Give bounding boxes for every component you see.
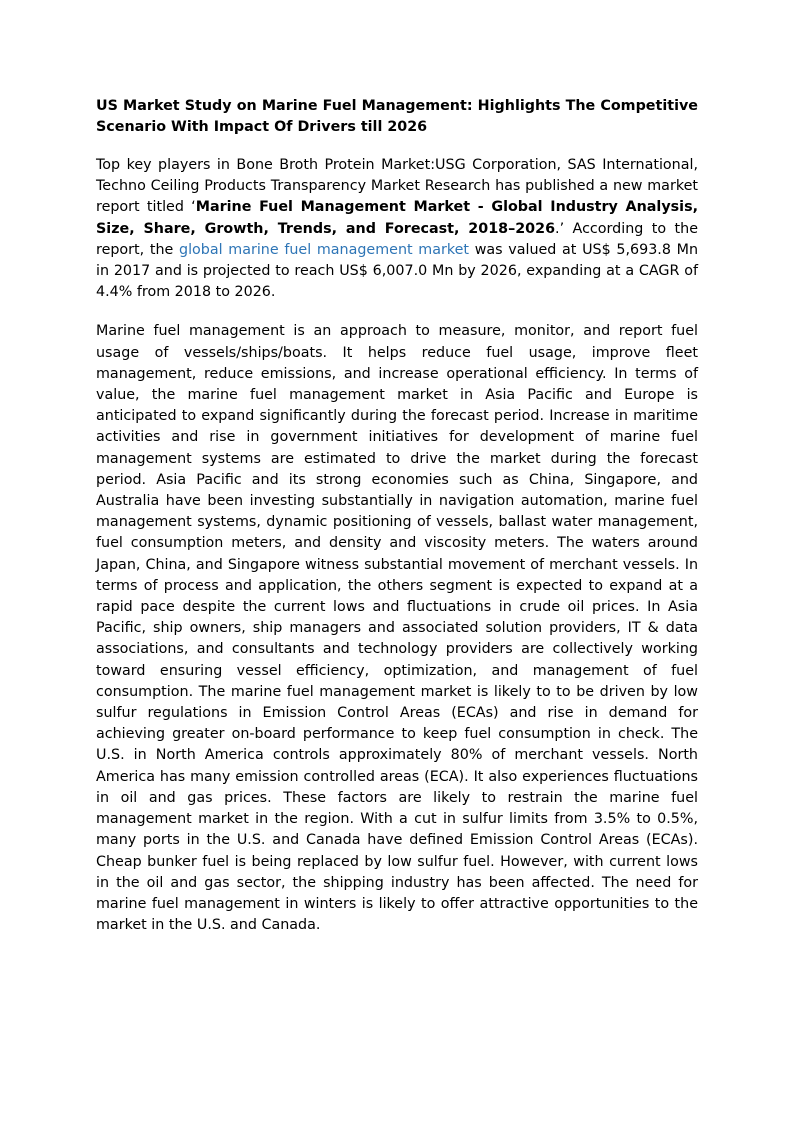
document-page <box>96 96 698 954</box>
intro-middle-text: .’ According to the report, the <box>96 220 698 258</box>
intro-tail-text: was valued at US$ 5,693.8 Mn in 2017 and is projected to reach US$ 6,007.0 Mn by 2026, expanding at a CAGR of 4.4% from 2018 to 2026. <box>96 241 699 301</box>
report-title-text: Marine Fuel Management Market - Global Industry Analysis, Size, Share, Growth, Trends, and Forecast, 2018–2026 <box>96 199 699 237</box>
intro-paragraph <box>96 155 698 303</box>
market-report-link[interactable]: global marine fuel management market <box>179 241 470 258</box>
body-paragraph: Marine fuel management is an approach to measure, monitor, and report fuel usage of vessels/ships/boats. It helps reduce fuel usage, improve fleet management, reduce emissions, and increase operational efficiency. In terms of value, the marine fuel management market in Asia Pacific and Europe is anticipated to expand significantly during the forecast period. Increase in maritime activities and rise in government initiatives for development of marine fuel management systems are estimated to drive the market during the forecast period. Asia Pacific and its strong economies such as China, Singapore, and Australia have been investing substantially in navigation automation, marine fuel management systems, dynamic positioning of vessels, ballast water management, fuel consumption meters, and density and viscosity meters. The waters around Japan, China, and Singapore witness substantial movement of merchant vessels. In terms of process and application, the others segment is expected to expand at a rapid pace despite the current lows and fluctuations in crude oil prices. In Asia Pacific, ship owners, ship managers and associated solution providers, IT & data associations, and consultants and technology providers are collectively working toward ensuring vessel efficiency, optimization, and management of fuel consumption. The marine fuel management market is likely to to be driven by low sulfur regulations in Emission Control Areas (ECAs) and rise in demand for achieving greater on-board performance to keep fuel consumption in check. The U.S. in North America controls approximately 80% of merchant vessels. North America has many emission controlled areas (ECA). It also experiences fluctuations in oil and gas prices. These factors are likely to restrain the marine fuel management market in the region. With a cut in sulfur limits from 3.5% to 0.5%, many ports in the U.S. and Canada have defined Emission Control Areas (ECAs). Cheap bunker fuel is being replaced by low sulfur fuel. However, with current lows in the oil and gas sector, the shipping industry has been affected. The need for marine fuel management in winters is likely to offer attractive opportunities to the market in the U.S. and Canada. <box>96 323 698 934</box>
intro-lead-text: Top key players in Bone Broth Protein Market:USG Corporation, SAS International, Techno Ceiling Products Transparency Market Research has published a new market report titled ‘ <box>96 157 698 216</box>
document-title: US Market Study on Marine Fuel Management: Highlights The Competitive Scenario With Impact Of Drivers till 2026 <box>96 98 698 135</box>
